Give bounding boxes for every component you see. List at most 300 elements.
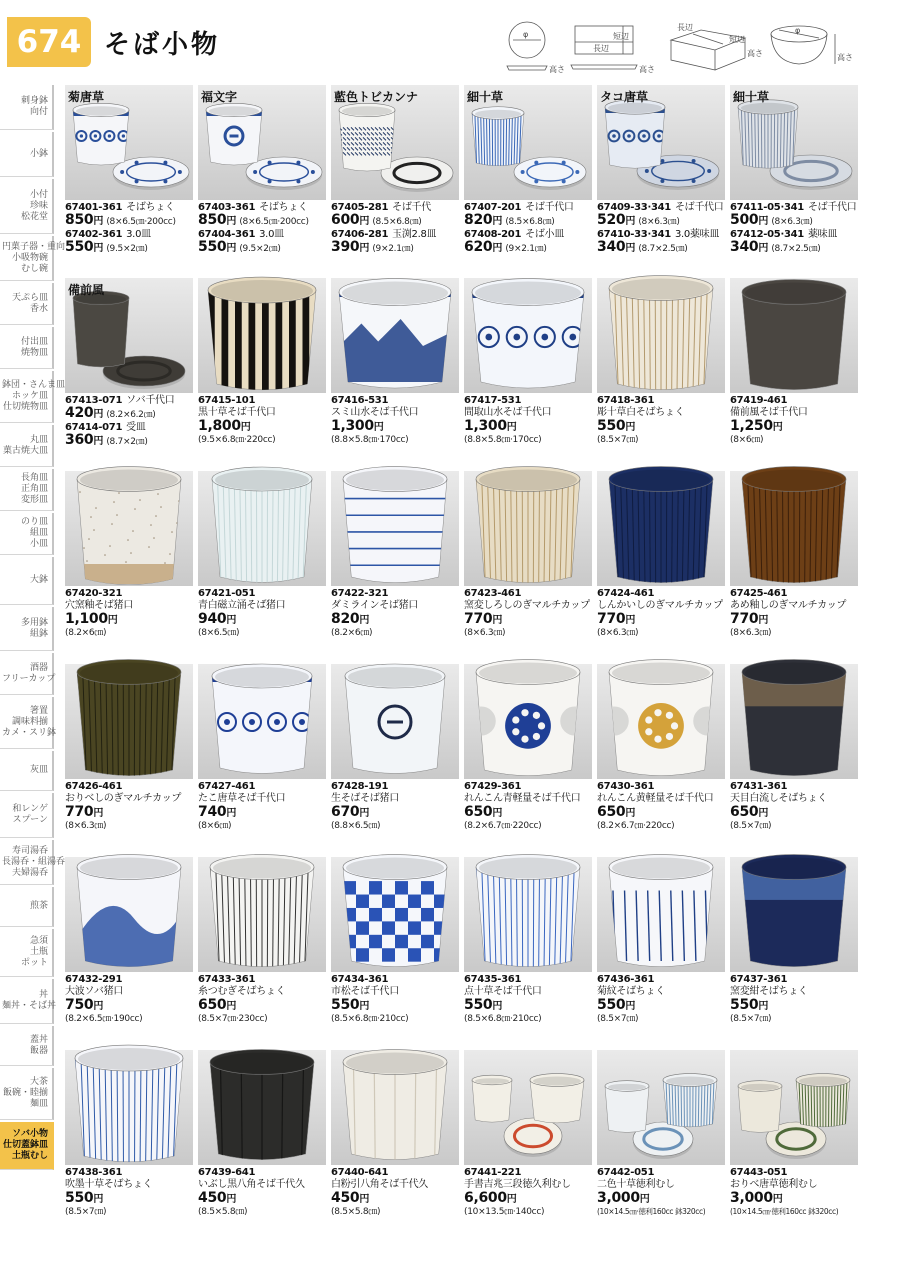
product-size: (8.2×6.7㎝·220cc) <box>597 821 675 832</box>
product-card[interactable] <box>592 471 724 662</box>
product-photo <box>65 857 193 972</box>
product-photo <box>597 471 725 586</box>
product-price: 850 <box>198 212 227 229</box>
product-price: 940 <box>198 610 227 627</box>
product-name: そば千代 <box>392 202 431 213</box>
product-name: ダミラインそば猪口 <box>331 600 418 612</box>
ware-illustration <box>464 1050 592 1165</box>
product-name: 糸つむぎそばちょく <box>198 986 286 998</box>
product-size: (8×6.5㎝·200cc) <box>106 217 176 228</box>
product-card[interactable] <box>725 471 857 662</box>
product-size: (8.5×6.8㎝) <box>372 217 422 228</box>
product-name: 生そばそば猪口 <box>331 793 399 805</box>
product-price: 3,000 <box>597 1189 640 1206</box>
product-name: 手書吉兆三段徳久利むし <box>464 1179 571 1191</box>
product-code: 67429-361 <box>464 781 522 792</box>
product-code: 67408-201 <box>464 228 522 240</box>
product-size: (8.2×6.7㎝·220cc) <box>464 821 542 832</box>
ware-illustration <box>730 471 858 586</box>
sidebar-item[interactable]: 鉢団・さんま皿 ホッケ皿 仕切焼物皿 <box>0 371 54 423</box>
product-price: 770 <box>597 610 626 627</box>
product-info <box>597 395 729 446</box>
product-code: 67409-33·341 <box>597 202 671 213</box>
product-size: (8.5×7㎝) <box>597 435 639 446</box>
product-size: (8.5×5.8㎝) <box>331 1207 381 1218</box>
product-photo <box>331 1050 459 1165</box>
product-size: (9×2.1㎝) <box>372 244 414 255</box>
product-code: 67403-361 <box>198 202 256 213</box>
yen-unit: 円 <box>492 216 503 228</box>
product-photo <box>730 857 858 972</box>
product-card[interactable] <box>193 1050 325 1241</box>
sidebar-item[interactable]: 大茶 飯碗・睦揃 麺皿 <box>0 1068 54 1120</box>
product-size: (8×6㎝) <box>730 435 764 446</box>
series-label: 藍色トビカンナ <box>334 90 419 104</box>
product-code: 67428-191 <box>331 781 389 792</box>
yen-unit: 円 <box>758 216 769 228</box>
product-info <box>464 781 596 832</box>
dim-box-long: 長辺 <box>677 23 693 32</box>
dim-box-short: 短辺 <box>729 35 745 44</box>
product-size: (8.5×7㎝) <box>597 1014 639 1025</box>
dim-bowl-dia: φ <box>795 26 801 35</box>
dim-round-dia: φ <box>523 30 529 39</box>
sidebar-item[interactable]: 丼 麺丼・そば丼 <box>0 979 54 1024</box>
ware-illustration <box>597 278 725 393</box>
sidebar-item[interactable]: 小鉢 <box>0 132 54 177</box>
product-info <box>65 974 197 1025</box>
product-size: (8×6.3㎝) <box>730 628 772 639</box>
product-price: 550 <box>730 996 759 1013</box>
yen-unit: 円 <box>93 436 104 448</box>
product-size: (8.7×2㎝) <box>106 437 148 448</box>
product-name: そばちょく <box>126 202 175 213</box>
product-name: 大波ソバ猪口 <box>65 986 123 998</box>
series-label: 菊唐草 <box>68 90 105 104</box>
ware-illustration <box>464 664 592 779</box>
yen-unit: 円 <box>107 614 118 626</box>
product-name: いぶし黒八角そば千代久 <box>198 1179 305 1191</box>
product-card[interactable] <box>725 664 857 855</box>
product-card[interactable] <box>326 278 458 469</box>
dim-rect-long: 長辺 <box>593 44 609 53</box>
product-price: 450 <box>331 1189 360 1206</box>
product-photo <box>730 1050 858 1165</box>
ware-illustration <box>730 664 858 779</box>
product-name: 点十草そば千代口 <box>464 986 542 998</box>
sidebar-item[interactable]: 長角皿 正角皿 変形皿 <box>0 469 54 511</box>
sidebar-item[interactable]: 酒器 フリーカップ <box>0 653 54 695</box>
yen-unit: 円 <box>758 243 769 255</box>
product-price: 770 <box>730 610 759 627</box>
product-size: (8×6.3㎝) <box>597 628 639 639</box>
yen-unit: 円 <box>226 1193 237 1205</box>
product-price: 340 <box>730 239 759 256</box>
product-name: 間取山水そば千代口 <box>464 407 552 419</box>
yen-unit: 円 <box>359 807 370 819</box>
product-code: 67434-361 <box>331 974 389 985</box>
product-card[interactable] <box>725 857 857 1048</box>
product-name: そば小皿 <box>525 228 564 240</box>
product-price: 520 <box>597 212 626 229</box>
ware-illustration <box>464 471 592 586</box>
sidebar-item[interactable]: 多用鉢 組鉢 <box>0 607 54 651</box>
product-size: (10×14.5㎝·徳利160cc 鉢320cc) <box>730 1207 839 1217</box>
ware-illustration <box>464 857 592 972</box>
product-card[interactable] <box>592 1050 724 1241</box>
yen-unit: 円 <box>93 1000 104 1012</box>
product-name: 吹墨十草そばちょく <box>65 1179 153 1191</box>
category-sidebar <box>0 85 66 1178</box>
product-code: 67415-101 <box>198 395 256 406</box>
product-size: (8.5×6.8㎝) <box>505 217 555 228</box>
product-info <box>597 781 729 832</box>
product-card[interactable] <box>193 278 325 469</box>
product-photo <box>331 278 459 393</box>
product-code: 67435-361 <box>464 974 522 985</box>
product-info <box>331 395 463 446</box>
product-size: (8.7×2.5㎝) <box>771 244 821 255</box>
yen-unit: 円 <box>226 807 237 819</box>
product-name: おりべしのぎマルチカップ <box>65 793 182 805</box>
sidebar-item[interactable]: 箸置 調味料揃 カメ・スリ鉢 <box>0 697 54 749</box>
yen-unit: 円 <box>758 807 769 819</box>
product-size: (8.2×6㎝) <box>65 628 107 639</box>
product-name: 窯変しろしのぎマルチカップ <box>464 600 590 612</box>
product-price: 550 <box>331 996 360 1013</box>
product-code: 67441-221 <box>464 1167 522 1178</box>
product-card[interactable] <box>60 278 192 469</box>
ware-illustration <box>597 857 725 972</box>
product-size: (8×6.5㎝·200cc) <box>239 217 309 228</box>
product-photo <box>597 857 725 972</box>
product-size: (8.7×2.5㎝) <box>638 244 688 255</box>
ware-illustration <box>730 857 858 972</box>
product-name: 備前風そば千代口 <box>730 407 808 419</box>
product-price: 750 <box>65 996 94 1013</box>
product-photo <box>464 857 592 972</box>
product-card[interactable] <box>193 857 325 1048</box>
product-info <box>464 202 596 256</box>
product-price: 390 <box>331 239 360 256</box>
sidebar-item[interactable]: 刺身鉢 向付 <box>0 85 54 130</box>
sidebar-item[interactable]: 蓋丼 飯器 <box>0 1026 54 1066</box>
product-price: 3,000 <box>730 1189 773 1206</box>
ware-illustration <box>65 1050 193 1165</box>
product-card[interactable] <box>459 1050 591 1241</box>
yen-unit: 円 <box>93 216 104 228</box>
product-photo <box>198 664 326 779</box>
product-name: 薬味皿 <box>807 228 838 240</box>
yen-unit: 円 <box>359 243 370 255</box>
product-photo <box>464 278 592 393</box>
product-photo <box>464 664 592 779</box>
sidebar-item[interactable]: 和レンゲ スプーン <box>0 793 54 838</box>
sidebar-item[interactable]: のり皿 組皿 小皿 <box>0 513 54 555</box>
ware-illustration <box>198 1050 326 1165</box>
product-card[interactable] <box>725 85 857 276</box>
ware-illustration <box>65 664 193 779</box>
product-name: 彫十草白そばちょく <box>597 407 685 419</box>
product-photo <box>730 664 858 779</box>
product-size: (8×6.3㎝) <box>771 217 813 228</box>
product-price: 670 <box>331 803 360 820</box>
product-code: 67422-321 <box>331 588 389 599</box>
product-photo <box>198 278 326 393</box>
product-info <box>331 1167 463 1218</box>
product-name: 穴窯釉そば猪口 <box>65 600 133 612</box>
ware-illustration <box>65 471 193 586</box>
yen-unit: 円 <box>226 1000 237 1012</box>
yen-unit: 円 <box>758 614 769 626</box>
product-code: 67426-461 <box>65 781 123 792</box>
product-size: (8.5×7㎝·230cc) <box>198 1014 268 1025</box>
product-price: 550 <box>65 1189 94 1206</box>
product-name: 3.0皿 <box>126 228 151 240</box>
product-code: 67417-531 <box>464 395 522 406</box>
product-photo <box>198 85 326 200</box>
product-code: 67418-361 <box>597 395 655 406</box>
product-price: 740 <box>198 803 227 820</box>
product-info <box>198 1167 330 1218</box>
page-header <box>0 0 900 80</box>
product-photo <box>730 85 858 200</box>
product-price: 6,600 <box>464 1189 507 1206</box>
yen-unit: 円 <box>226 216 237 228</box>
product-card[interactable] <box>592 664 724 855</box>
yen-unit: 円 <box>93 1193 104 1205</box>
sidebar-item[interactable]: 大鉢 <box>0 557 54 605</box>
product-info <box>331 202 463 256</box>
ware-illustration <box>331 471 459 586</box>
sidebar-item[interactable]: ソバ小物 仕切蓋鉢皿 土瓶むし <box>0 1122 54 1170</box>
product-name: そば千代口 <box>525 202 574 213</box>
product-size: (8.5×6.8㎝·210cc) <box>331 1014 409 1025</box>
sidebar-item[interactable]: 煎茶 <box>0 887 54 927</box>
product-code: 67402-361 <box>65 228 123 240</box>
product-card[interactable] <box>326 471 458 662</box>
yen-unit: 円 <box>492 1000 503 1012</box>
product-photo <box>65 1050 193 1165</box>
product-info <box>464 974 596 1025</box>
product-info <box>331 781 463 832</box>
yen-unit: 円 <box>359 1193 370 1205</box>
product-photo <box>730 471 858 586</box>
product-card[interactable] <box>326 857 458 1048</box>
yen-unit: 円 <box>359 614 370 626</box>
product-name: れんこん黄軽量そば千代口 <box>597 793 714 805</box>
product-size: (9.5×2㎝) <box>106 244 148 255</box>
product-card[interactable] <box>459 664 591 855</box>
yen-unit: 円 <box>506 421 517 433</box>
product-code: 67431-361 <box>730 781 788 792</box>
product-card[interactable] <box>326 664 458 855</box>
product-price: 550 <box>597 996 626 1013</box>
product-size: (9.5×2㎝) <box>239 244 281 255</box>
yen-unit: 円 <box>506 1193 517 1205</box>
product-name: 窯変紺そばちょく <box>730 986 808 998</box>
product-code: 67437-361 <box>730 974 788 985</box>
product-code: 67411-05·341 <box>730 202 804 213</box>
product-price: 1,800 <box>198 417 241 434</box>
product-photo <box>597 1050 725 1165</box>
product-info <box>198 588 330 639</box>
product-info <box>198 781 330 832</box>
product-code: 67443-051 <box>730 1167 788 1178</box>
product-code: 67410-33·341 <box>597 228 671 240</box>
product-size: (8.5×7㎝) <box>730 1014 772 1025</box>
sidebar-item[interactable]: 丸皿 菓古焼大皿 <box>0 425 54 467</box>
yen-unit: 円 <box>625 421 636 433</box>
product-price: 1,300 <box>331 417 374 434</box>
sidebar-item[interactable]: 急須 土瓶 ポット <box>0 929 54 977</box>
product-card[interactable] <box>326 1050 458 1241</box>
product-price: 340 <box>597 239 626 256</box>
product-info <box>65 395 197 449</box>
product-card[interactable] <box>193 471 325 662</box>
yen-unit: 円 <box>772 421 783 433</box>
product-card[interactable] <box>592 857 724 1048</box>
product-price: 650 <box>730 803 759 820</box>
product-code: 67401-361 <box>65 202 123 213</box>
dimension-legend <box>505 20 857 78</box>
product-price: 500 <box>730 212 759 229</box>
product-name: 受皿 <box>126 421 146 433</box>
dim-box-height: 高さ <box>747 49 763 58</box>
yen-unit: 円 <box>240 421 251 433</box>
product-size: (8.2×6.2㎝) <box>106 410 156 421</box>
yen-unit: 円 <box>93 243 104 255</box>
product-name: 3.0薬味皿 <box>674 228 720 240</box>
product-size: (8.5×5.8㎝) <box>198 1207 248 1218</box>
product-size: (8×6.5㎝) <box>198 628 240 639</box>
product-price: 600 <box>331 212 360 229</box>
yen-unit: 円 <box>639 1193 650 1205</box>
ware-illustration <box>331 664 459 779</box>
product-code: 67405-281 <box>331 202 389 213</box>
product-price: 420 <box>65 405 94 422</box>
product-code: 67425-461 <box>730 588 788 599</box>
ware-illustration <box>198 471 326 586</box>
product-card[interactable] <box>592 85 724 276</box>
product-price: 1,100 <box>65 610 108 627</box>
product-photo <box>331 857 459 972</box>
product-code: 67420-321 <box>65 588 123 599</box>
product-card[interactable] <box>60 664 192 855</box>
product-name: あめ釉しのぎマルチカップ <box>730 600 847 612</box>
page-title: そば小物 <box>104 30 221 60</box>
product-info <box>730 395 862 446</box>
product-card[interactable] <box>592 278 724 469</box>
product-card[interactable] <box>60 857 192 1048</box>
ware-illustration <box>597 664 725 779</box>
sidebar-item[interactable]: 灰皿 <box>0 751 54 791</box>
product-price: 1,300 <box>464 417 507 434</box>
product-size: (8.8×5.8㎝·170cc) <box>331 435 409 446</box>
product-info <box>597 202 729 256</box>
product-code: 67430-361 <box>597 781 655 792</box>
product-code: 67440-641 <box>331 1167 389 1178</box>
yen-unit: 円 <box>226 614 237 626</box>
product-info <box>597 974 729 1025</box>
product-info <box>597 1167 729 1218</box>
product-name: 3.0皿 <box>259 228 284 240</box>
yen-unit: 円 <box>492 807 503 819</box>
series-label: 備前風 <box>68 283 105 297</box>
yen-unit: 円 <box>625 614 636 626</box>
product-info <box>65 588 197 639</box>
product-code: 67413-071 <box>65 395 123 406</box>
yen-unit: 円 <box>492 614 503 626</box>
product-photo <box>331 471 459 586</box>
ware-illustration <box>597 471 725 586</box>
product-card[interactable] <box>725 1050 857 1241</box>
product-size: (8.5×6.8㎝·210cc) <box>464 1014 542 1025</box>
product-price: 550 <box>597 417 626 434</box>
product-code: 67419-461 <box>730 395 788 406</box>
product-info <box>464 395 596 446</box>
product-card[interactable] <box>60 85 192 276</box>
product-info <box>331 974 463 1025</box>
product-info <box>730 588 862 639</box>
product-card[interactable] <box>326 85 458 276</box>
sidebar-item[interactable]: 円菓子器・重向 小吸物碗 むし碗 <box>0 236 54 281</box>
sidebar-item[interactable]: 小付 珍味 松花堂 <box>0 179 54 234</box>
product-size: (8.8×6.5㎝) <box>331 821 381 832</box>
dim-bowl-height: 高さ <box>837 53 853 62</box>
sidebar-item[interactable]: 天ぷら皿 香水 <box>0 283 54 325</box>
product-size: (10×13.5㎝·140cc) <box>464 1207 545 1218</box>
product-card[interactable] <box>725 278 857 469</box>
product-card[interactable] <box>193 85 325 276</box>
yen-unit: 円 <box>373 421 384 433</box>
series-label: タコ唐草 <box>600 90 649 104</box>
product-card[interactable] <box>459 471 591 662</box>
product-card[interactable] <box>459 857 591 1048</box>
ware-illustration <box>198 664 326 779</box>
product-card[interactable] <box>60 471 192 662</box>
yen-unit: 円 <box>359 216 370 228</box>
yen-unit: 円 <box>625 807 636 819</box>
product-card[interactable] <box>193 664 325 855</box>
product-photo <box>597 664 725 779</box>
sidebar-item[interactable]: 付出皿 焼物皿 <box>0 327 54 369</box>
product-price: 820 <box>464 212 493 229</box>
product-code: 67424-461 <box>597 588 655 599</box>
product-size: (8×6.3㎝) <box>65 821 107 832</box>
dim-rect-short: 短辺 <box>613 32 629 41</box>
product-size: (8.2×6㎝) <box>331 628 373 639</box>
product-info <box>331 588 463 639</box>
ware-illustration <box>597 1050 725 1165</box>
product-name: そば千代口 <box>674 202 724 213</box>
product-info <box>597 588 729 639</box>
product-name: しんかいしのぎマルチカップ <box>597 600 723 612</box>
product-card[interactable] <box>60 1050 192 1241</box>
series-label: 細十草 <box>733 90 770 104</box>
product-size: (9.5×6.8㎝·220cc) <box>198 435 276 446</box>
product-card[interactable] <box>459 278 591 469</box>
product-code: 67442-051 <box>597 1167 655 1178</box>
yen-unit: 円 <box>625 216 636 228</box>
product-info <box>730 1167 862 1218</box>
product-card[interactable] <box>459 85 591 276</box>
product-name: 市松そば千代口 <box>331 986 399 998</box>
sidebar-item[interactable]: 寿司湯呑 長湯呑・組湯呑 夫婦湯呑 <box>0 840 54 885</box>
product-price: 650 <box>198 996 227 1013</box>
yen-unit: 円 <box>359 1000 370 1012</box>
ware-illustration <box>464 278 592 393</box>
